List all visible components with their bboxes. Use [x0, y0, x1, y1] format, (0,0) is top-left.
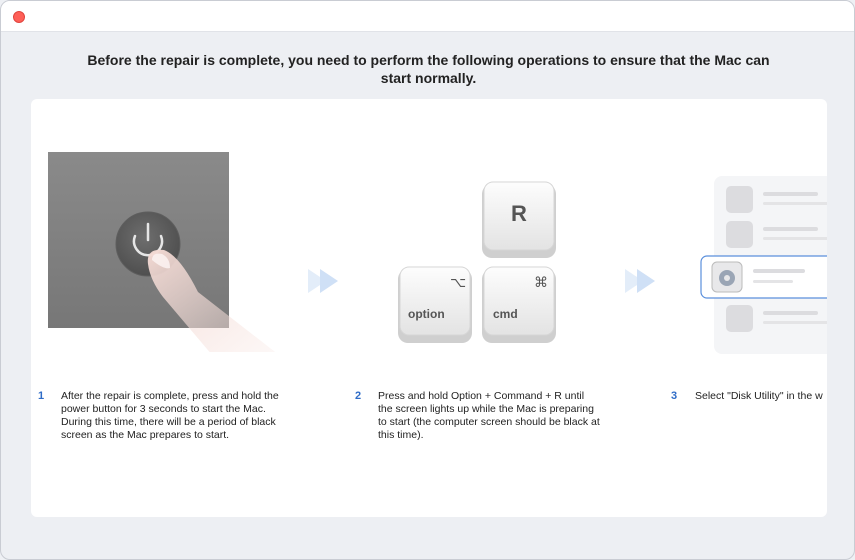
key-cmd-label: cmd [493, 307, 518, 321]
next-arrow-icon [621, 261, 661, 301]
step-1-number: 1 [38, 390, 45, 402]
page-heading: Before the repair is complete, you need to perform the following operations to ensure that the Mac can start normally. [87, 52, 770, 86]
steps-panel [31, 99, 827, 517]
step-2-number: 2 [355, 390, 362, 402]
option-symbol-icon: ⌥ [450, 274, 467, 290]
disk-utility-illustration [696, 174, 827, 359]
key-option-label: option [408, 307, 445, 321]
key-r-label: R [511, 201, 527, 226]
keyboard-illustration [391, 179, 571, 349]
close-window-button[interactable] [13, 11, 25, 23]
step-3-number: 3 [671, 390, 678, 402]
step-1-text: After the repair is complete, press and hold the power button for 3 seconds to start the Mac. During this time, there will be a period of black screen as the Mac prepares to start. [61, 390, 279, 441]
title-bar [1, 1, 854, 32]
step-2-text: Press and hold Option + Command + R until the screen lights up while the Mac is preparing to start (the computer screen should be black at this time). [378, 390, 600, 441]
step-3-text: Select "Disk Utility" in the w [695, 390, 823, 402]
power-button-illustration [48, 152, 288, 352]
next-arrow-icon [304, 261, 344, 301]
command-symbol-icon: ⌘ [534, 274, 548, 290]
